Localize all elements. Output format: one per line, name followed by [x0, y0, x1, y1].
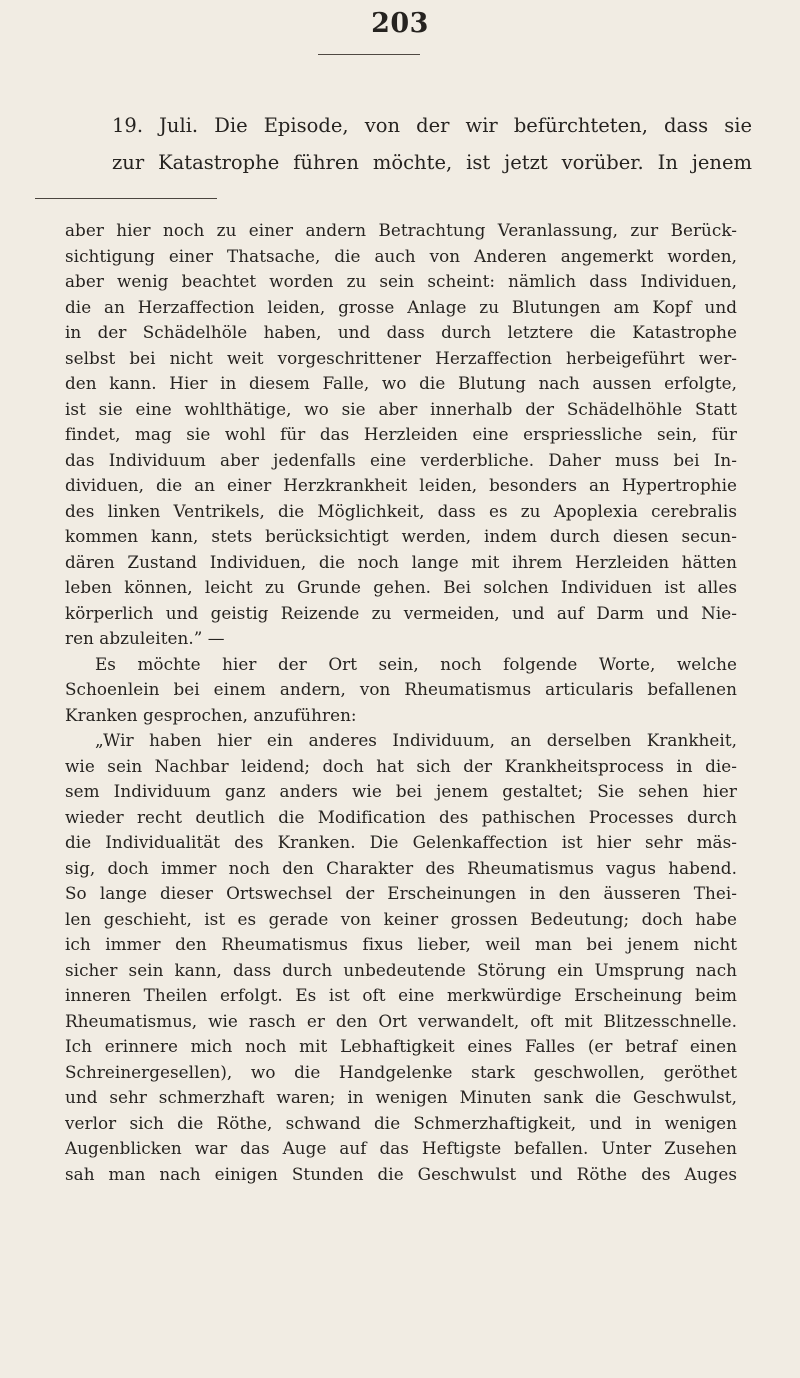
text-line-14: dären Zustand Individuen, die noch lange mit ihrem Herzleiden hätten	[65, 551, 737, 572]
section-divider	[35, 198, 217, 199]
upper-line-2: zur Katastrophe führen möchte, ist jetzt vorüber. In jenem	[112, 151, 752, 174]
text-line-34: Schreinergesellen), wo die Handgelenke stark geschwollen, geröthet	[65, 1061, 737, 1082]
text-line-36: verlor sich die Röthe, schwand die Schmerzhaftigkeit, und in wenigen	[65, 1112, 737, 1133]
text-line-20: Kranken gesprochen, anzuführen:	[65, 704, 357, 725]
upper-line-1: 19. Juli. Die Episode, von der wir befürchteten, dass sie	[112, 114, 752, 137]
text-line-21: „Wir haben hier ein anderes Individuum, an derselben Krankheit,	[95, 730, 737, 750]
text-line-35: und sehr schmerzhaft waren; in wenigen Minuten sank die Geschwulst,	[65, 1087, 737, 1107]
text-line-32: Rheumatismus, wie rasch er den Ort verwandelt, oft mit Blitzesschnelle.	[65, 1010, 737, 1031]
text-line-4: die an Herzaffection leiden, grosse Anlage zu Blutungen am Kopf und	[65, 296, 737, 317]
text-line-15: leben können, leicht zu Grunde gehen. Bei solchen Individuen ist alles	[65, 577, 737, 597]
text-line-1: aber hier noch zu einer andern Betrachtung Veranlassung, zur Berück-	[65, 220, 737, 240]
text-line-24: wieder recht deutlich die Modification des pathischen Processes durch	[65, 806, 737, 827]
text-line-33: Ich erinnere mich noch mit Lebhaftigkeit eines Falles (er betraf einen	[65, 1036, 737, 1056]
text-line-9: findet, mag sie wohl für das Herzleiden eine erspriessliche sein, für	[65, 424, 737, 444]
text-line-11: dividuen, die an einer Herzkrankheit leiden, besonders an Hypertrophie	[65, 475, 737, 495]
text-line-6: selbst bei nicht weit vorgeschrittener Herzaffection herbeigeführt wer-	[65, 347, 737, 368]
text-line-8: ist sie eine wohlthätige, wo sie aber innerhalb der Schädelhöhle Statt	[65, 398, 737, 419]
page-number-underline	[318, 54, 420, 55]
text-line-16: körperlich und geistig Reizende zu vermeiden, und auf Darm und Nie-	[65, 602, 737, 623]
text-line-27: So lange dieser Ortswechsel der Erscheinungen in den äusseren Thei-	[65, 883, 737, 903]
text-line-13: kommen kann, stets berücksichtigt werden, indem durch diesen secun-	[65, 526, 737, 546]
page-number: 203	[371, 8, 429, 39]
text-line-3: aber wenig beachtet worden zu sein scheint: nämlich dass Individuen,	[65, 271, 737, 291]
text-line-22: wie sein Nachbar leidend; doch hat sich der Krankheitsprocess in die-	[65, 755, 737, 776]
text-line-25: die Individualität des Kranken. Die Gelenkaffection ist hier sehr mäs-	[65, 832, 737, 852]
text-line-30: sicher sein kann, dass durch unbedeutende Störung ein Umsprung nach	[65, 959, 737, 980]
text-line-17: ren abzuleiten.” —	[65, 628, 225, 648]
text-line-2: sichtigung einer Thatsache, die auch von Anderen angemerkt worden,	[65, 245, 737, 266]
text-line-7: den kann. Hier in diesem Falle, wo die Blutung nach aussen erfolgte,	[65, 373, 737, 393]
upper-paragraph	[112, 107, 752, 181]
text-line-12: des linken Ventrikels, die Möglichkeit, dass es zu Apoplexia cerebralis	[65, 500, 737, 521]
text-line-18: Es möchte hier der Ort sein, noch folgende Worte, welche	[95, 653, 737, 674]
text-line-10: das Individuum aber jedenfalls eine verderbliche. Daher muss bei In-	[65, 449, 737, 470]
text-line-29: ich immer den Rheumatismus fixus lieber, weil man bei jenem nicht	[65, 934, 737, 954]
text-line-37: Augenblicken war das Auge auf das Heftigste befallen. Unter Zusehen	[65, 1138, 737, 1158]
text-line-23: sem Individuum ganz anders wie bei jenem gestaltet; Sie sehen hier	[65, 781, 737, 801]
text-line-31: inneren Theilen erfolgt. Es ist oft eine merkwürdige Erscheinung beim	[65, 985, 737, 1005]
text-line-5: in der Schädelhöle haben, und dass durch letztere die Katastrophe	[65, 322, 737, 342]
text-line-26: sig, doch immer noch den Charakter des Rheumatismus vagus habend.	[65, 857, 737, 878]
text-line-19: Schoenlein bei einem andern, von Rheumatismus articularis befallenen	[65, 679, 737, 699]
text-line-38: sah man nach einigen Stunden die Geschwulst und Röthe des Auges	[65, 1163, 737, 1184]
text-line-28: len geschieht, ist es gerade von keiner grossen Bedeutung; doch habe	[65, 908, 737, 929]
lower-text-block	[65, 218, 737, 1187]
